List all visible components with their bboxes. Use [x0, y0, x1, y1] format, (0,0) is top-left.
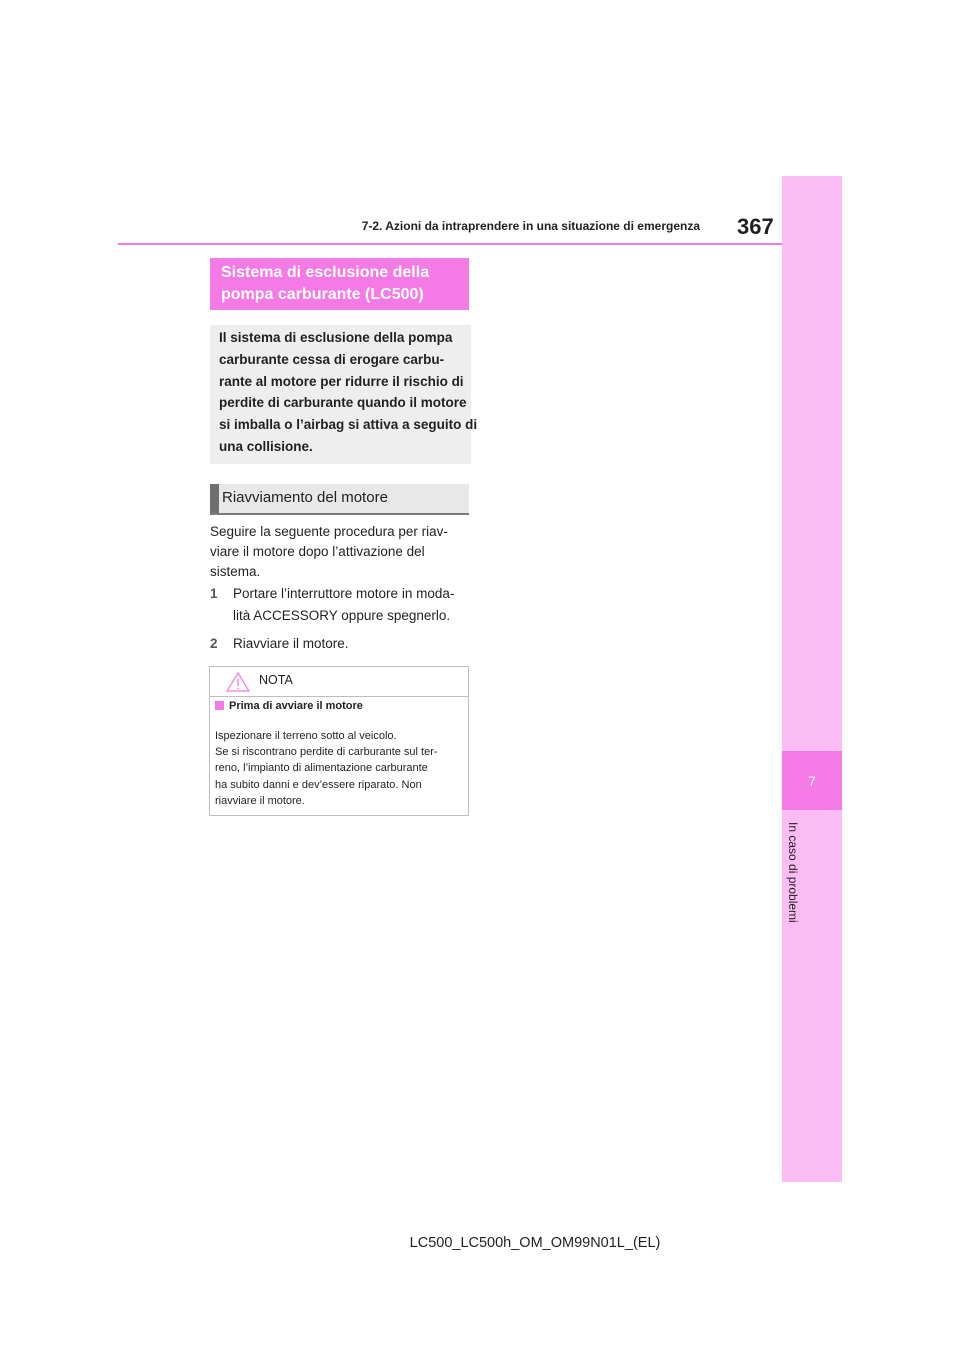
nota-line: Ispezionare il terreno sotto al veicolo. [215, 730, 397, 742]
footer-document-code: LC500_LC500h_OM_OM99N01L_(EL) [409, 1235, 661, 1251]
summary-box [210, 325, 478, 464]
header-divider [118, 243, 782, 245]
nota-line: ha subito danni e dev’essere riparato. Non [215, 778, 422, 791]
nota-line: riavviare il motore. [215, 794, 305, 807]
intro-line: Seguire la seguente procedura per riav- [210, 524, 448, 539]
step-line: Portare l’interruttore motore in moda- [233, 586, 455, 601]
chapter-side-tab [782, 176, 842, 1182]
intro-paragraph [210, 522, 470, 581]
nota-subheading-text: Prima di avviare il motore [229, 700, 363, 712]
square-bullet-icon [215, 701, 224, 710]
summary-line: Il sistema di esclusione della pompa [219, 330, 453, 345]
section-heading-fuel-pump [210, 258, 469, 310]
subsection-heading-restart [210, 484, 469, 515]
nota-body [215, 728, 438, 809]
subsection-heading-text: Riavviamento del motore [222, 489, 388, 506]
section-heading-line: pompa carburante (LC500) [221, 286, 424, 303]
nota-subheading [215, 700, 363, 712]
step-number: 2 [210, 636, 218, 651]
summary-line: rante al motore per ridurre il rischio di [219, 373, 464, 389]
nota-box [209, 666, 469, 816]
nota-line: reno, l’impianto di alimentazione carburante [215, 762, 428, 775]
intro-line: sistema. [210, 563, 261, 579]
step-line: lità ACCESSORY oppure spegnerlo. [233, 608, 451, 623]
intro-line: viare il motore dopo l’attivazione del [210, 543, 425, 559]
warning-triangle-icon [226, 672, 250, 697]
nota-line: Se si riscontrano perdite di carburante sul ter- [215, 746, 438, 759]
step-number: 1 [210, 586, 218, 601]
step-line: Riavviare il motore. [233, 636, 349, 651]
nota-label: NOTA [259, 673, 293, 687]
summary-line: carburante cessa di erogare carbu- [219, 351, 445, 367]
page-number: 367 [737, 214, 774, 239]
summary-line: una collisione. [219, 438, 313, 454]
nota-header [210, 667, 468, 697]
chapter-number: 7 [782, 751, 842, 810]
summary-line: perdite di carburante quando il motore [219, 395, 467, 411]
chapter-label: In caso di problemi [786, 822, 800, 923]
header-section-title: 7-2. Azioni da intraprendere in una situazione di emergenza [361, 219, 700, 233]
section-heading-line: Sistema di esclusione della [221, 264, 430, 281]
summary-line: si imballa o l’airbag si attiva a seguito di [219, 417, 478, 433]
subsection-heading-bar [210, 484, 219, 513]
